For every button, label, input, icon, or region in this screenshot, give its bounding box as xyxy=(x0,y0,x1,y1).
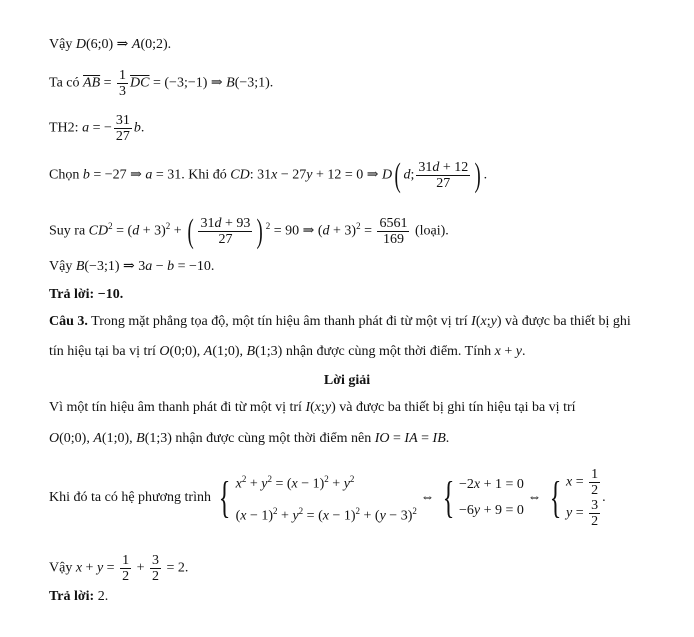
answer-1: Trả lời: −10. xyxy=(49,287,124,302)
question-label: Câu 3. xyxy=(49,314,88,329)
line-final-sum: Vậy x + y = $\frac{1}{2}$ + $\frac{3}{2}$ = 2. xyxy=(49,553,189,584)
vay-label: Vậy xyxy=(49,37,73,52)
fraction-1-3: $\frac{1}{3}$ xyxy=(119,68,127,99)
th2-label: TH2: xyxy=(49,120,79,136)
question-3-line1: Câu 3. Trong mặt phẳng tọa độ, một tín hiệu âm thanh phát đi từ một vị trí I(x;y) và được ba thiết bị ghi xyxy=(49,314,631,329)
line-suyra: Suy ra $CD^2 = (d + 3)^2$ + ( $\frac{31d + 93}{27}$ ) $^2$ = 90 ⇒ $(d + 3)^2$ = $\frac{6561}{169}$ (loại). xyxy=(49,212,449,250)
question-3-line2: tín hiệu tại ba vị trí O(0;0), A(1;0), B(1;3) nhận được cùng một thời điểm. Tính x + y. xyxy=(49,344,526,359)
solution-line1: Vì một tín hiệu âm thanh phát đi từ một vị trí I(x;y) và được ba thiết bị ghi tín hiệu tại ba vị trí xyxy=(49,400,576,415)
equation-system: Khi đó ta có hệ phương trình { $x^2 + y^2 = (x - 1)^2 + y^2$ $(x - 1)^2 + y^2 = (x - 1)^2 + (y - 3)^2$ ⇔ { −2x + 1 = 0 −6y + 9 = 0 ⇔ { x = $\frac{1}{2}$ y = $\frac{3}{2}$ . xyxy=(49,466,606,529)
line-th2: TH2: a = − $\frac{31}{27}$ b. xyxy=(49,113,145,144)
line-vay-b: Vậy B(−3;1) ⇒ 3a − b = −10. xyxy=(49,259,215,274)
answer-2: Trả lời: 2. xyxy=(49,589,109,604)
taco-label: Ta có xyxy=(49,75,80,91)
line-vector-ab: Ta có $\overline{AB}$ = $\frac{1}{3}$ $\overline{DC}$ = (−3;−1) ⇒ B(−3;1). xyxy=(49,68,274,99)
system-3: x = $\frac{1}{2}$ y = $\frac{3}{2}$ xyxy=(566,466,599,529)
system-1: $x^2 + y^2 = (x - 1)^2 + y^2$ $(x - 1)^2 + y^2 = (x - 1)^2 + (y - 3)^2$ xyxy=(235,474,417,524)
system-2: −2x + 1 = 0 −6y + 9 = 0 xyxy=(458,476,524,518)
line-chon: Chọn b = −27 ⇒ a = 31. Khi đó CD: 31x − 27y + 12 = 0 ⇒ D( d; $\frac{31d + 12}{27}$ ) . xyxy=(49,156,488,194)
solution-heading: Lời giải xyxy=(323,373,371,388)
solution-line2: O(0;0), A(1;0), B(1;3) nhận được cùng một thời điểm nên IO = IA = IB. xyxy=(49,431,450,446)
chon-label: Chọn xyxy=(49,167,80,183)
suyra-label: Suy ra xyxy=(49,223,86,239)
line-vay-d-a: Vậy D(6;0) ⇒ A(0;2). xyxy=(49,37,172,52)
